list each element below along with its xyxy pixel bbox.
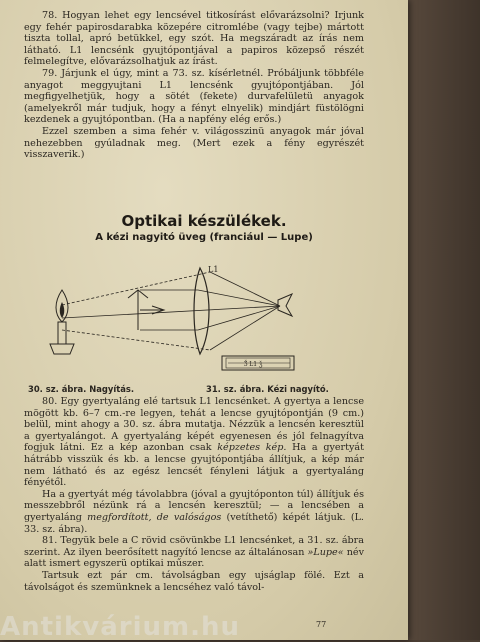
paragraph-78: 78. Hogyan lehet egy lencsével titkosírást elővarázsolni? Irjunk egy fehér papirosdarabka közepére citromlébe (vagy tejbe) mártott tiszta tollal, apró betükkel, egy szót. Ha megszáradt az írás nem látható. L1 lencsénk gyujtópontjával a papiros közepső részét felmelegítve, elővarázsolhatjuk az írást.: [24, 10, 364, 68]
eye-icon: [278, 294, 292, 316]
paragraph-79: 79. Járjunk el úgy, mint a 73. sz. kísérletnél. Próbáljunk többféle anyagot meggyujtani L1 lencsénk gyujtópontjában. Jól megfigyelhetjük, hogy a sötét (fekete) durvafelületü anyagok (amelyekről már tudjuk, hogy a fényt elnyelik) mindjárt füstölögni kezdenek a gyujtópontban. (Ha a napfény elég erős.): [24, 67, 364, 126]
caption-figure-31: 31. sz. ábra. Kézi nagyító.: [206, 384, 329, 394]
lens-label: L1: [208, 265, 219, 274]
section-title: Optikai készülékek.: [121, 212, 287, 230]
hand-magnifier-diagram: [220, 352, 300, 376]
box-label: Ǯ L1 ǯ: [244, 361, 263, 368]
candle-illustration: [50, 290, 74, 354]
section-subtitle: A kézi nagyitó üveg (franciául — Lupe): [95, 232, 313, 243]
paragraph-80: 80. Egy gyertyaláng elé tartsuk L1 lencsénket. A gyertya a lencse mögött kb. 6–7 cm.-re legyen, tehát a lencse gyujtópontján (9 cm.) belül, mint ahogy a 30. sz. ábra mutatja. Nézzük a lencsén keresztül a gyertyalángot. A gyertyaláng képét egyenesen és jól felnagyítva fogjuk látni. Ez a kép azonban csak képzetes kép. Ha a gyertyát hátrább visszük és kb. a lencse gyujtópontjába állítjuk, a kép már nem látható és az egész lencsét fényleni látjuk a gyertyaláng fényétől.: [24, 396, 364, 489]
page-number: 77: [316, 620, 327, 629]
background-surface: [400, 0, 480, 640]
watermark-logo: Antikvárium.hu: [0, 612, 240, 642]
top-text-block: [24, 10, 364, 161]
emphasis-text: képzetes kép.: [217, 442, 287, 454]
caption-figure-30: 30. sz. ábra. Nagyítás.: [28, 384, 135, 394]
paragraph-79-note: Ezzel szemben a sima fehér v. világosszinü anyagok már jóval nehezebben gyúladnak meg. (Mert ezek a fény egyrészét visszaverik.): [24, 125, 364, 161]
paragraph-80-cont: Ha a gyertyát még távolabbra (jóval a gyujtóponton túl) állítjuk és messzebbről nézünk rá a lencsén keresztül; — a lencsében a gyertyaláng megfordított, de valóságos (vetíthető) képét látjuk. (L. 33. sz. ábra).: [24, 488, 364, 535]
emphasis-text: »Lupe«: [307, 546, 344, 558]
paragraph-81-cont: Tartsuk ezt pár cm. távolságban egy ujságlap fölé. Ezt a távolságot és szemünknek a lencséhez való távol-: [24, 569, 364, 593]
bottom-text-block: [24, 396, 364, 593]
paragraph-81: 81. Tegyük bele a C rövid csövünkbe L1 lencsénket, a 31. sz. ábra szerint. Az ilyen beerősített nagyító lencse az általánosan »Lupe« név alatt ismert egyszerü optikai műszer.: [24, 535, 364, 570]
emphasis-text: megfordított, de valóságos: [87, 511, 222, 523]
